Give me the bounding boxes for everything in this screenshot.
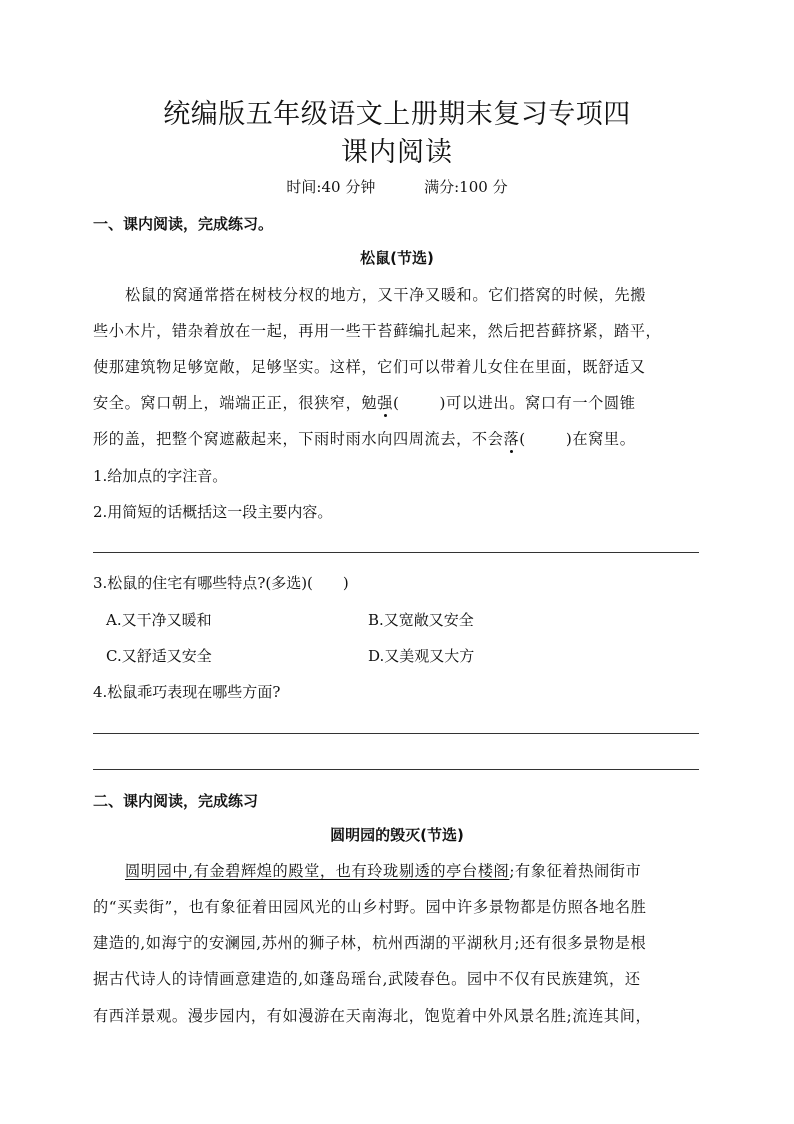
passage1-line: 松鼠的窝通常搭在树枝分杈的地方，又干净又暖和。它们搭窝的时候，先搬	[125, 286, 646, 304]
option-c[interactable]: C.又舒适又安全	[106, 647, 212, 665]
page-subtitle: 课内阅读	[341, 137, 453, 168]
option-d[interactable]: D.又美观又大方	[368, 647, 475, 665]
passage1-line: 安全。窝口朝上，端端正正，很狭窄，勉强( )可以进出。窝口有一个圆锥	[93, 394, 636, 412]
passage2-line: 的“买卖街”，也有象征着田园风光的山乡村野。园中许多景物都是仿照各地名胜	[93, 898, 647, 916]
page-title: 统编版五年级语文上册期末复习专项四	[163, 99, 631, 130]
passage2-line: 圆明园中,有金碧辉煌的殿堂，也有玲珑剔透的亭台楼阁;有象征着热闹街市	[125, 862, 642, 880]
passage1-line: 形的盖，把整个窝遮蔽起来，下雨时雨水向四周流去，不会落( )在窝里。	[93, 430, 636, 448]
question-4: 4.松鼠乖巧表现在哪些方面?	[93, 683, 281, 701]
answer-line[interactable]	[93, 733, 699, 734]
passage1-line: 使那建筑物足够宽敞，足够坚实。这样，它们可以带着儿女住在里面，既舒适又	[93, 358, 646, 376]
passage2-line: 有西洋景观。漫步园内，有如漫游在天南海北，饱览着中外风景名胜;流连其间，	[93, 1007, 652, 1025]
exam-meta	[0, 176, 794, 197]
passage1-line: 些小木片，错杂着放在一起，再用一些干苔藓编扎起来，然后把苔藓挤紧，踏平，	[93, 322, 662, 340]
question-3: 3.松鼠的住宅有哪些特点?(多选)( )	[93, 574, 349, 592]
full-score: 满分:100 分	[424, 178, 508, 196]
option-b[interactable]: B.又宽敞又安全	[368, 611, 474, 629]
answer-line[interactable]	[93, 769, 699, 770]
passage2-line: 建造的,如海宁的安澜园,苏州的狮子林，杭州西湖的平湖秋月;还有很多景物是根	[93, 934, 647, 952]
passage1-title: 松鼠(节选)	[360, 249, 434, 267]
underlined-sentence: 圆明园中,有金碧辉煌的殿堂，也有玲珑剔透的亭台楼阁	[125, 862, 510, 880]
question-2: 2.用简短的话概括这一段主要内容。	[93, 503, 333, 521]
dotted-char: 强	[377, 394, 393, 412]
dotted-char: 落	[503, 430, 520, 448]
question-1: 1.给加点的字注音。	[93, 467, 228, 485]
passage2-line: 据古代诗人的诗情画意建造的,如蓬岛瑶台,武陵春色。园中不仅有民族建筑，还	[93, 970, 641, 988]
passage2-title: 圆明园的毁灭(节选)	[330, 826, 464, 844]
option-a[interactable]: A.又干净又暖和	[106, 611, 212, 629]
section2-heading: 二、课内阅读，完成练习	[93, 792, 259, 810]
time-limit: 时间:40 分钟	[286, 178, 376, 196]
section1-heading: 一、课内阅读，完成练习。	[93, 215, 274, 233]
answer-line[interactable]	[93, 552, 699, 553]
